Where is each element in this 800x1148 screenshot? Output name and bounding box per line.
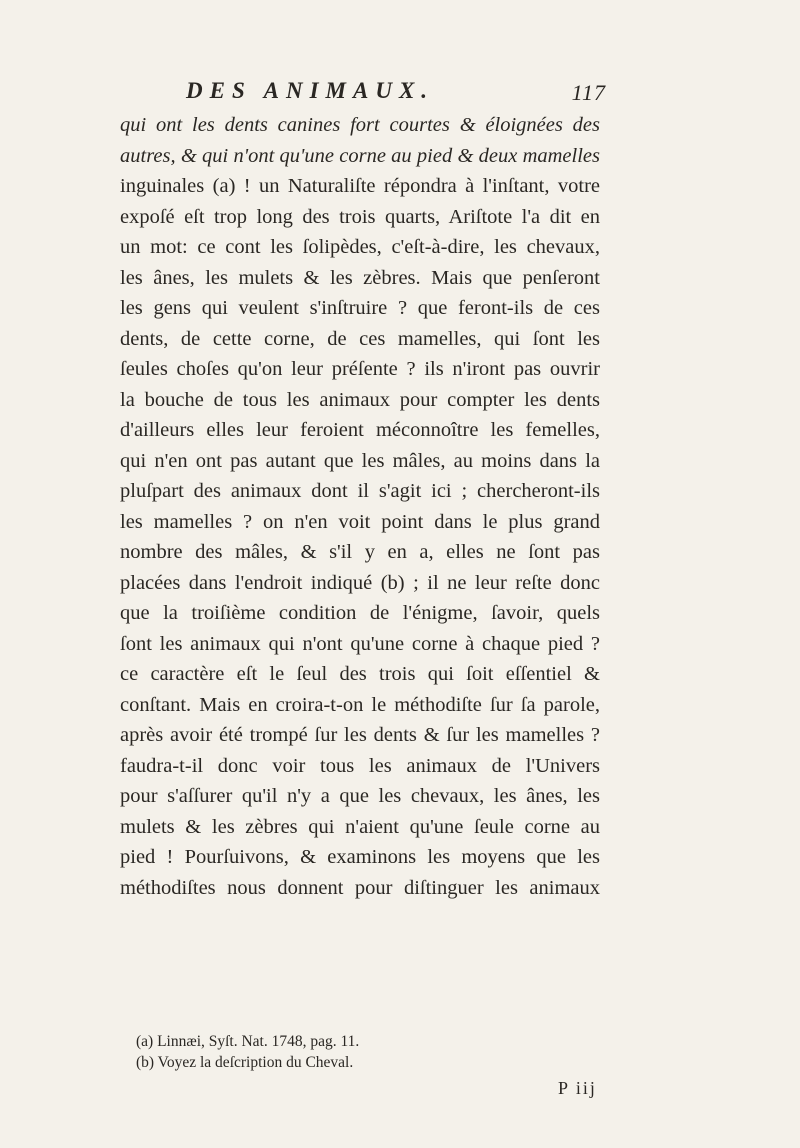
text-line: expoſé eſt trop long des trois quarts, Ariſtote l'a dit en: [120, 205, 600, 228]
text-line: conſtant. Mais en croira-t-on le méthodiſte ſur ſa parole,: [120, 693, 600, 716]
text-line: les gens qui veulent s'inſtruire ? que feront-ils de ces: [120, 297, 600, 319]
signature-mark: P iij: [558, 1078, 597, 1098]
footnote-b: (b) Voyez la deſcription du Cheval.: [136, 1054, 354, 1071]
text-line: pour s'aſſurer qu'il n'y a que les chevaux, les ânes, les: [120, 785, 600, 807]
page-number: 117: [571, 80, 606, 105]
text-line: les mamelles ? on n'en voit point dans le plus grand: [120, 510, 600, 533]
text-line: un mot: ce cont les ſolipèdes, c'eſt-à-dire, les chevaux,: [120, 236, 600, 258]
text-line: d'ailleurs elles leur feroient méconnoître les femelles,: [120, 419, 600, 441]
text-line: placées dans l'endroit indiqué (b) ; il ne leur reſte donc: [120, 571, 600, 594]
text-line: faudra-t-il donc voir tous les animaux de l'Univers: [120, 754, 600, 777]
text-line: inguinales (a) ! un Naturaliſte répondra à l'inſtant, votre: [120, 175, 600, 197]
text-line: nombre des mâles, & s'il y en a, elles ne ſont pas: [120, 541, 600, 563]
text-line: qui ont les dents canines fort courtes & éloignées des: [120, 114, 600, 136]
text-line: pied ! Pourſuivons, & examinons les moyens que les: [120, 846, 600, 868]
page-header: [186, 78, 606, 112]
text-line: la bouche de tous les animaux pour compter les dents: [120, 388, 600, 411]
running-head: DES ANIMAUX.: [186, 78, 435, 103]
text-line: méthodiſtes nous donnent pour diſtinguer les animaux: [120, 876, 600, 899]
body-text: [120, 110, 600, 903]
text-line: les ânes, les mulets & les zèbres. Mais que penſeront: [120, 266, 600, 289]
text-line: qui n'en ont pas autant que les mâles, au moins dans la: [120, 449, 600, 472]
text-line: que la troiſième condition de l'énigme, ſavoir, quels: [120, 602, 600, 624]
text-line: ce caractère eſt le ſeul des trois qui ſoit eſſentiel &: [120, 663, 600, 685]
text-line: ſeules choſes qu'on leur préſente ? ils n'iront pas ouvrir: [120, 358, 600, 380]
footnotes: [136, 1031, 600, 1073]
text-line: mulets & les zèbres qui n'aient qu'une ſeule corne au: [120, 815, 600, 838]
text-line: ſont les animaux qui n'ont qu'une corne à chaque pied ?: [120, 632, 600, 655]
text-line: pluſpart des animaux dont il s'agit ici ; chercheront-ils: [120, 480, 600, 502]
text-line: dents, de cette corne, de ces mamelles, qui ſont les: [120, 327, 600, 350]
text-line: autres, & qui n'ont qu'une corne au pied & deux mamelles: [120, 144, 600, 167]
text-line: après avoir été trompé ſur les dents & ſur les mamelles ?: [120, 724, 600, 746]
footnote-a: (a) Linnæi, Syſt. Nat. 1748, pag. 11.: [136, 1033, 360, 1050]
